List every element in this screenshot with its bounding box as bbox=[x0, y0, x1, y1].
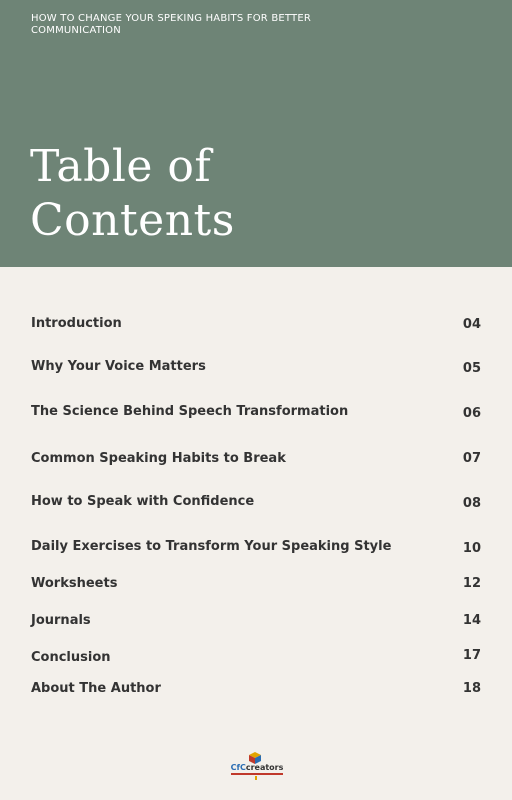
toc-page-number: 10 bbox=[462, 541, 481, 556]
toc-label: How to Speak with Confidence bbox=[31, 494, 255, 509]
toc-page-number: 05 bbox=[462, 361, 481, 376]
toc-page-number: 17 bbox=[462, 648, 481, 663]
toc-label: Introduction bbox=[31, 316, 122, 331]
toc-label: About The Author bbox=[31, 681, 161, 696]
document-subtitle: HOW TO CHANGE YOUR SPEKING HABITS FOR BETTER COMMUNICATION bbox=[31, 13, 312, 36]
toc-item-common-speaking-habits[interactable] bbox=[31, 451, 481, 471]
toc-item-worksheets[interactable] bbox=[31, 576, 481, 596]
toc-label: Conclusion bbox=[31, 650, 111, 665]
toc-item-daily-exercises[interactable] bbox=[31, 539, 481, 559]
toc-page-number: 07 bbox=[462, 451, 481, 466]
page-title bbox=[30, 140, 330, 248]
toc-label: Daily Exercises to Transform Your Speaking Style bbox=[31, 539, 392, 554]
toc-page-number: 14 bbox=[462, 613, 481, 628]
toc-item-journals[interactable] bbox=[31, 613, 481, 633]
toc-item-introduction[interactable] bbox=[31, 316, 481, 336]
title-line-1: Table of bbox=[30, 141, 212, 192]
toc-page-number: 08 bbox=[462, 496, 481, 511]
toc-label: Common Speaking Habits to Break bbox=[31, 451, 286, 466]
logo-wordmark: CfCcreators bbox=[230, 763, 284, 772]
toc-item-conclusion[interactable] bbox=[31, 650, 481, 670]
toc-page-number: 18 bbox=[462, 681, 481, 696]
toc-label: The Science Behind Speech Transformation bbox=[31, 404, 349, 419]
header-banner bbox=[0, 0, 512, 267]
toc-item-about-the-author[interactable] bbox=[31, 681, 481, 701]
brand-logo bbox=[229, 752, 285, 780]
toc-label: Journals bbox=[31, 613, 91, 628]
logo-underline bbox=[231, 773, 283, 775]
toc-page-number: 06 bbox=[462, 406, 481, 421]
toc-label: Why Your Voice Matters bbox=[31, 359, 206, 374]
toc-item-why-your-voice-matters[interactable] bbox=[31, 359, 481, 379]
title-line-2: Contents bbox=[30, 195, 235, 246]
toc-label: Worksheets bbox=[31, 576, 118, 591]
logo-accent bbox=[255, 776, 257, 780]
toc-page-number: 04 bbox=[462, 317, 481, 332]
toc-page-number: 12 bbox=[462, 576, 481, 591]
toc-item-science-behind-speech[interactable] bbox=[31, 404, 481, 424]
toc-item-speak-with-confidence[interactable] bbox=[31, 494, 481, 514]
